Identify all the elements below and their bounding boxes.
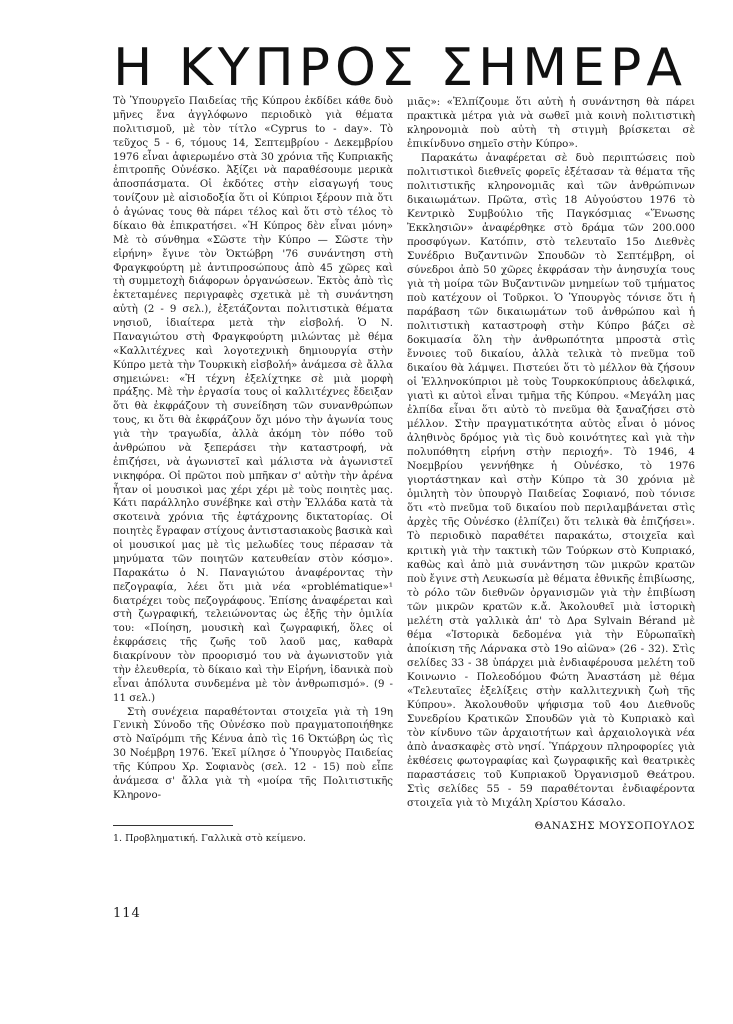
right-paragraph-2: Παρακάτω ἀναφέρεται σὲ δυὸ περιπτώσεις ποὺ πολιτιστικοὶ διεθνεῖς φορεῖς ἐξέτασαν τὰ θέματα τῆς πολιτιστικῆς κληρονομιᾶς καὶ τῶν ἀνθρώπινων δικαιωμάτων. Πρῶτα, στὶς 18 Αὐγούστου 1976 τὸ Κεντρικὸ Συμβούλιο τῆς Παγκόσμιας «Ἕνωσης Ἐκκλησιῶν» ἀναφέρθηκε στὸ δράμα τῶν 200.000 προσφύγων. Κατόπιν, στὸ τελευταῖο 15ο Διεθνὲς Συνέδριο Βυζαντινῶν Σπουδῶν τὸ Σεπτέμβρη, οἱ σύνεδροι ἀπὸ 50 χῶρες ἐκφράσαν τὴν ἀνησυχία τους γιὰ τὴ μοίρα τῶν Βυζαντινῶν μνημείων τοῦ τμήματος ποὺ κατέχουν οἱ Τοῦρκοι. Ὁ Ὑπουργὸς τόνισε ὅτι ἡ παράβαση τῶν δικαιωμάτων τοῦ ἀνθρώπου καὶ ἡ πολιτιστικὴ καταστροφὴ στὴν Κύπρο βάζει σὲ δοκιμασία ὅλη τὴν ἀνθρωπότητα μπροστὰ στὶς ἔννοιες τοῦ δικαίου, ἀλλὰ τελικὰ τὸ πνεῦμα τοῦ δικαίου θὰ λάμψει. Πιστεύει ὅτι τὸ μέλλον θὰ ζήσουν οἱ Ἑλληνοκύπριοι μὲ τοὺς Τουρκοκύπριους ἀδελφικά, γιατὶ κι αὐτοὶ εἶναι τμῆμα τῆς Κύπρου. «Μεγάλη μας ἐλπίδα εἶναι ὅτι αὐτὸ τὸ πνεῦμα θὰ ξαναζήσει στὸ μέλλον. Στὴν πραγματικότητα αὐτὸς εἶναι ὁ μόνος ἀληθινὸς δρόμος γιὰ τὶς δυὸ κοινότητες καὶ γιὰ τὴν πολυπόθητη εἰρήνη στὴν περιοχή». Τὸ 1946, 4 Νοεμβρίου γεννήθηκε ἡ Οὐνέσκο, τὸ 1976 γιορτάστηκαν καὶ στὴν Κύπρο τὰ 30 χρόνια μὲ ὁμιλητὴ τὸν ὑπουργὸ Παιδείας Σοφιανό, ποὺ τόνισε ὅτι «τὸ πνεῦμα τοῦ δικαίου ποὺ περιλαμβάνεται στὶς ἀρχὲς τῆς Οὐνέσκο (ἐλπίζει) ὅτι τελικὰ θὰ ἐπιζήσει». Τὸ περιοδικὸ παραθέτει παρακάτω, στοιχεῖα καὶ κριτικὴ γιὰ τὴν τακτικὴ τῶν Τούρκων στὸ Κυπριακό, καθὼς καὶ ἀπὸ μιὰ συνάντηση τῶν μικρῶν κρατῶν ποὺ ἔγινε στὴ Λευκωσία μὲ θέματα ἐθνικῆς ἐπιβίωσης, τὸ ρόλο τῶν διεθνῶν ὀργανισμῶν γιὰ τὴν ἐπιβίωση τῶν μικρῶν κρατῶν κ.ἄ. Ἀκολουθεῖ μιὰ ἱστορικὴ μελέτη στὰ γαλλικὰ ἀπ' τὸ Δρα Sylvain Bérand μὲ θέμα «Ἱστορικὰ δεδομένα γιὰ τὴν Εὐρωπαϊκὴ ἀποίκιση τῆς Λάρνακα στὸ 19ο αἰῶνα» (26 - 32). Στὶς σελίδες 33 - 38 ὑπάρχει μιὰ ἐνδιαφέρουσα μελέτη τοῦ Κοινωνιο - Πολεοδόμου Φώτη Ἀναστάση μὲ θέμα «Τελευταῖες ἐξελίξεις στὴν καλλιτεχνικὴ ζωὴ τῆς Κύπρου». Ἀκολουθοῦν ψήφισμα τοῦ 4ου Διεθνοῦς Συνεδρίου Κρατικῶν Σπουδῶν γιὰ τὸ Κυπριακὸ καὶ τὸν κίνδυνο τῶν ἀρχαιοτήτων καὶ ἀρχαιολογικὰ νέα ἀπὸ ἀνασκαφὲς στὸ νησί. Ὑπάρχουν πληροφορίες γιὰ ἐκθέσεις φωτογραφίας καὶ ζωγραφικῆς καὶ θεατρικὲς παραστάσεις τοῦ Κυπριακοῦ Ὀργανισμοῦ Θεάτρου. Στὶς σελίδες 55 - 59 παραθέτονται ἐνδιαφέροντα στοιχεῖα γιὰ τὸ Μιχάλη Χρίστου Κάσαλο. [407,152,695,809]
right-column [407,95,695,810]
article-title: Η ΚΥΠΡΟΣ ΣΗΜΕΡΑ [113,38,687,98]
left-column [113,95,393,803]
left-paragraph-2: Στὴ συνέχεια παραθέτονται στοιχεῖα γιὰ τὴ 19η Γενικὴ Σύνοδο τῆς Οὐνέσκο ποὺ πραγματοποιήθηκε στὸ Ναϊρόμπι τῆς Κένυα ἀπὸ τὶς 16 Ὀκτώβρη ὡς τὶς 30 Νοέμβρη 1976. Ἐκεῖ μίλησε ὁ Ὑπουργὸς Παιδείας τῆς Κύπρου Χρ. Σοφιανὸς (σελ. 12 - 15) ποὺ εἶπε ἀνάμεσα σ' ἄλλα γιὰ τὴ «μοίρα τῆς Πολιτιστικῆς Κληρονο- [113,706,393,801]
left-paragraph-1: Τὸ Ὑπουργεῖο Παιδείας τῆς Κύπρου ἐκδίδει κάθε δυὸ μῆνες ἕνα ἀγγλόφωνο περιοδικὸ γιὰ θέματα πολιτισμοῦ, μὲ τὸν τίτλο «Cyprus to - day». Τὸ τεῦχος 5 - 6, τόμους 14, Σεπτεμβρίου - Δεκεμβρίου 1976 εἶναι ἀφιερωμένο στὰ 30 χρόνια τῆς Κυπριακῆς ἐπιτροπῆς Οὐνέσκο. Ἀξίζει νὰ παραθέσουμε μερικὰ ἀποσπάσματα. Οἱ ἐκδότες στὴν εἰσαγωγή τους τονίζουν μὲ αἰσιοδοξία ὅτι οἱ Κύπριοι ξέρουν πιὰ ὅτι ὁ ἀγώνας τους θὰ πάρει τέλος καὶ ὅτι στὸ τέλος τὸ δίκαιο θὰ ἐπικρατήσει. «Ἡ Κύπρος δὲν εἶναι μόνη» Μὲ τὸ σύνθημα «Σῶστε τὴν Κύπρο — Σῶστε τὴν εἰρήνη» ἔγινε τὸν Ὀκτώβρη '76 συνάντηση στὴ Φραγκφούρτη μὲ ἀντιπροσώπους ἀπὸ 45 χῶρες καὶ τὴ συμμετοχὴ διάφορων ὀργανώσεων. Ἐκτὸς ἀπὸ τὶς ἐκτεταμένες περιγραφὲς σχετικὰ μὲ τὴ συνάντηση αὐτὴ (2 - 9 σελ.), ἐξετάζονται πολιτιστικὰ θέματα νησιοῦ, ἰδιαίτερα μετὰ τὴν εἰσβολή. Ὁ Ν. Παναγιώτου στὴ Φραγκφούρτη μιλώντας μὲ θέμα «Καλλιτέχνες καὶ λογοτεχνικὴ δημιουργία στὴν Κύπρο μετὰ τὴν Τουρκικὴ εἰσβολή» ἀνάμεσα σὲ ἄλλα σημειώνει: «Ἡ τέχνη ἐξελίχτηκε σὲ μιὰ μορφὴ πράξης. Μὲ τὴν ἐργασία τους οἱ καλλιτέχνες ἔδειξαν ὅτι θὰ ἐκφράζουν τὴ συνείδηση τῶν συνανθρώπων τους, κι ὅτι θὰ ἐκφράζουν ὄχι μόνο τὴν ἀγωνία τους γιὰ τὴν τραγωδία, ἀλλὰ ἀκόμη τὸν πόθο τοῦ ἀνθρώπου νὰ ξεπεράσει τὴν καταστροφή, νὰ ἐπιζήσει, νὰ ἀγωνιστεῖ καὶ μάλιστα νὰ ἀγωνιστεῖ νικηφόρα. Οἱ πρῶτοι ποὺ μπῆκαν σ' αὐτὴν τὴν ἀρένα ἦταν οἱ μουσικοὶ μας χέρι χέρι μὲ τοὺς ποιητὲς μας. Κάτι παράλληλο συνέβηκε καὶ στὴν Ἑλλάδα κατὰ τὰ σκοτεινὰ χρόνια τῆς ἑφτάχρονης δικτατορίας. Οἱ ποιητὲς ἔγραφαν στίχους ἀντιστασιακοὺς βασικὰ καὶ οἱ μουσικοί μας μὲ τὶς μελωδίες τους πέρασαν τὰ μηνύματα τῶν ποιητῶν κατευθείαν στὸν κόσμο». Παρακάτω ὁ Ν. Παναγιώτου ἀναφέροντας τὴν πεζογραφία, λέει ὅτι μιὰ νέα «problématique»¹ διατρέχει τοὺς πεζογράφους. Ἐπίσης ἀναφέρεται καὶ στὴ ζωγραφική, τελειώνοντας ὡς ἐξῆς τὴν ὁμιλία του: «Ποίηση, μουσικὴ καὶ ζωγραφική, ὅλες οἱ ἐκφράσεις τῆς ζωῆς τοῦ λαοῦ μας, καθαρὰ διακρίνουν τὸν προορισμό του νὰ ἀγωνιστοῦν γιὰ τὴν ἐλευθερία, τὸ δίκαιο καὶ τὴν Εἰρήνη, ἰδανικὰ ποὺ εἶναι ἀπόλυτα συνδεμένα μὲ τὸν ἀνθρωπισμό». (9 - 11 σελ.) [113,96,393,704]
page-number: 114 [113,906,141,921]
footnote-divider [113,825,233,826]
footnote: 1. Προβληματική. Γαλλικὰ στὸ κείμενο. [113,833,306,844]
author-signature: ΘΑΝΑΣΗΣ ΜΟΥΣΟΠΟΥΛΟΣ [534,820,695,832]
right-paragraph-1: μιᾶς»: «Ἐλπίζουμε ὅτι αὐτὴ ἡ συνάντηση θὰ πάρει πρακτικὰ μέτρα γιὰ νὰ σωθεῖ μιὰ κοινὴ πολιτιστικὴ κληρονομιὰ ποὺ αὐτὴ τὴ στιγμὴ βρίσκεται σὲ ἐπικίνδυνο σημεῖο στὴν Κύπρο». [407,96,695,151]
